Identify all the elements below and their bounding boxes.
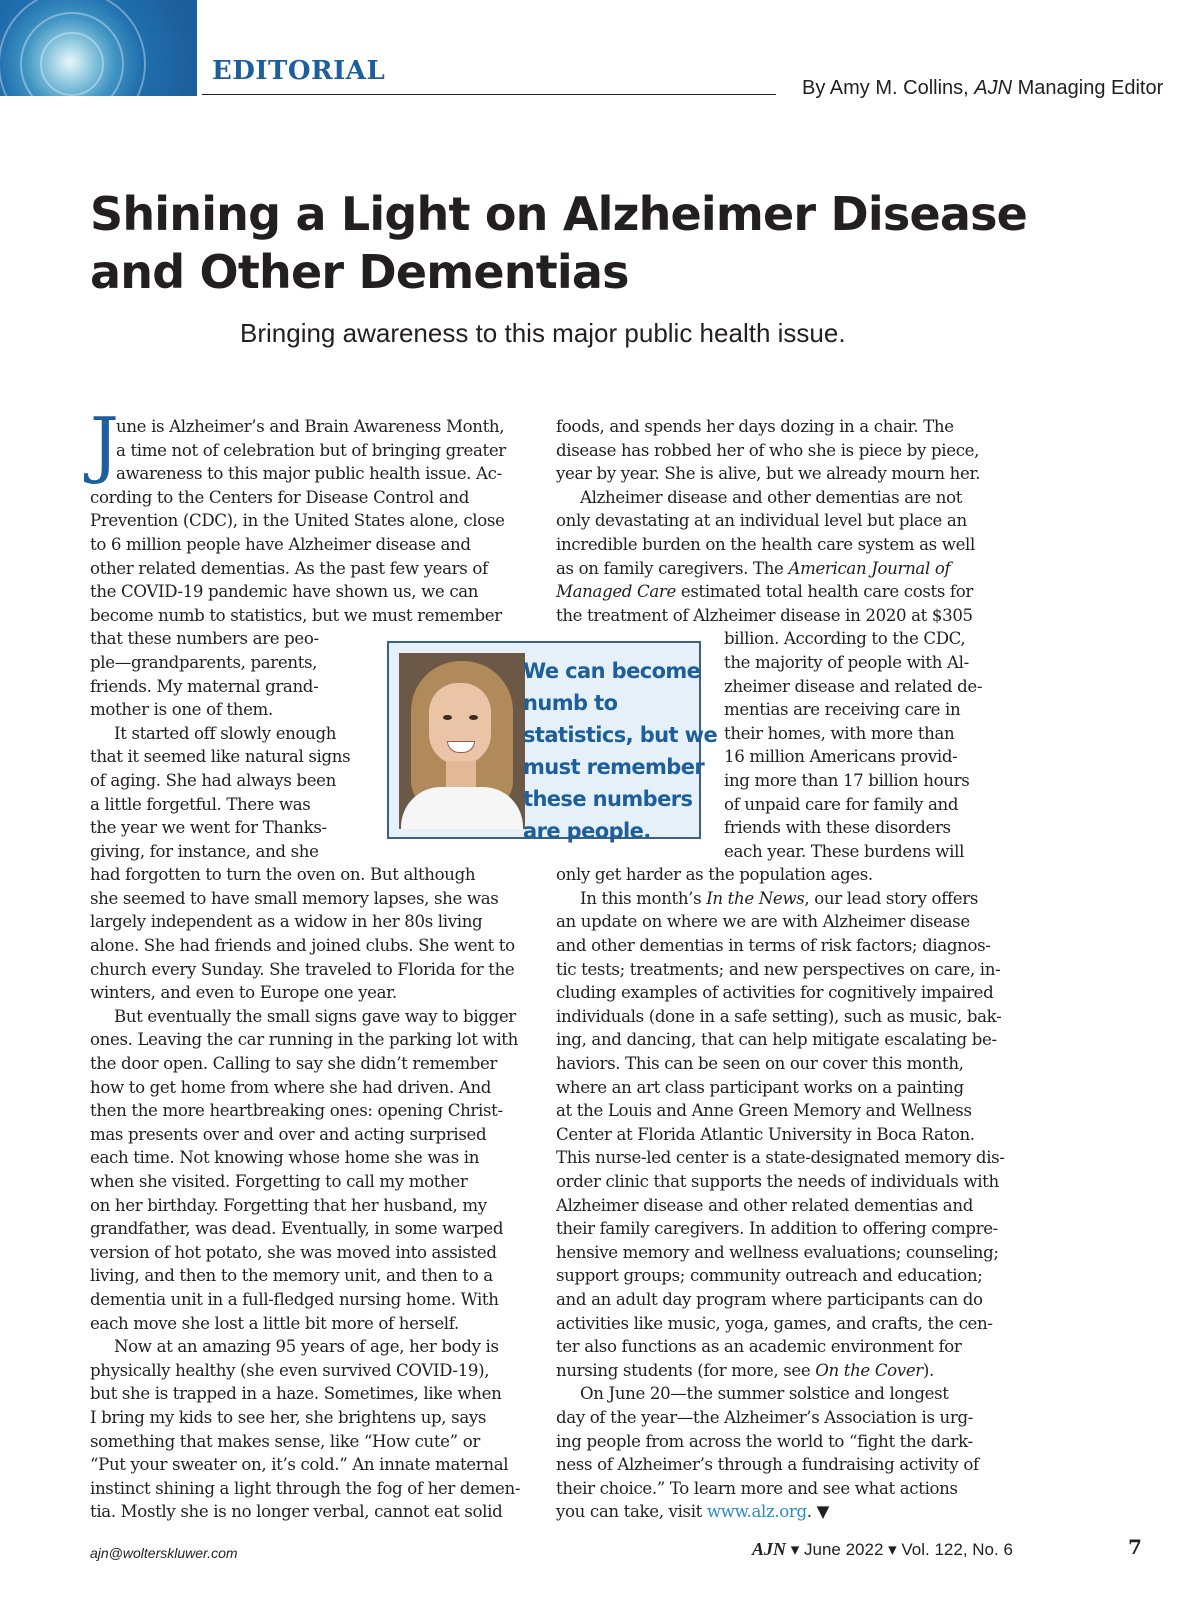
article-subtitle: Bringing awareness to this major public health issue. xyxy=(240,318,846,348)
byline-suffix: Managing Editor xyxy=(1012,77,1164,99)
text-run: become numb to statistics, but we must remember xyxy=(90,605,502,625)
text-run: In the News xyxy=(706,888,805,908)
text-line xyxy=(556,1241,1005,1265)
text-run: their family caregivers. In addition to offering compre- xyxy=(556,1219,998,1239)
pull-quote-line: statistics, but we xyxy=(523,723,718,747)
text-run: . ▼ xyxy=(806,1502,830,1522)
text-line xyxy=(90,1264,520,1288)
text-run: activities like music, yoga, games, and crafts, the cen- xyxy=(556,1313,993,1333)
text-line xyxy=(556,439,1005,463)
text-line xyxy=(556,1005,1005,1029)
text-run: she seemed to have small memory lapses, she was xyxy=(90,888,499,908)
pull-quote-line: numb to xyxy=(523,691,618,715)
title-line: and Other Dementias xyxy=(90,245,629,299)
text-line xyxy=(90,1241,520,1265)
right-column xyxy=(556,415,1005,1524)
text-line xyxy=(556,1500,1005,1524)
text-line xyxy=(556,981,1005,1005)
text-line xyxy=(90,604,520,628)
text-line xyxy=(90,840,520,864)
text-line xyxy=(90,415,520,439)
byline xyxy=(802,77,1163,100)
text-line xyxy=(90,958,520,982)
footer-journal: AJN xyxy=(752,1539,787,1559)
text-run: friends with these disorders xyxy=(724,818,951,838)
text-run: each year. These burdens will xyxy=(724,841,965,861)
text-run: the COVID-19 pandemic have shown us, we can xyxy=(90,582,479,602)
text-run: at the Louis and Anne Green Memory and Wellness xyxy=(556,1101,972,1121)
byline-prefix: By Amy M. Collins, xyxy=(802,77,975,99)
text-run: something that makes sense, like “How cute” or xyxy=(90,1431,480,1451)
text-line xyxy=(556,1312,1005,1336)
text-run: each move she lost a little bit more of herself. xyxy=(90,1313,459,1333)
text-run: disease has robbed her of who she is piece by piece, xyxy=(556,440,980,460)
text-line xyxy=(90,934,520,958)
text-run: It started off slowly enough xyxy=(114,723,337,743)
text-run: then the more heartbreaking ones: opening Christ- xyxy=(90,1101,503,1121)
text-run: day of the year—the Alzheimer’s Association is urg- xyxy=(556,1407,974,1427)
text-line xyxy=(90,1076,520,1100)
text-run: ing more than 17 billion hours xyxy=(724,770,970,790)
text-run: giving, for instance, and she xyxy=(90,841,319,861)
text-line xyxy=(556,533,1005,557)
text-run: when she visited. Forgetting to call my mother xyxy=(90,1172,468,1191)
pull-quote xyxy=(523,655,718,847)
section-label: EDITORIAL xyxy=(212,56,386,86)
text-line xyxy=(556,1146,1005,1170)
text-run: ). xyxy=(922,1360,934,1380)
text-run: the treatment of Alzheimer disease in 2020 at $305 xyxy=(556,605,973,625)
page-number: 7 xyxy=(1128,1535,1142,1559)
text-run: On the Cover xyxy=(815,1360,923,1380)
byline-journal: AJN xyxy=(974,77,1013,99)
text-line xyxy=(556,1076,1005,1100)
pull-quote-line: these numbers xyxy=(523,787,693,811)
text-run: awareness to this major public health issue. Ac- xyxy=(116,464,502,484)
text-run: but she is trapped in a haze. Sometimes, like when xyxy=(90,1384,502,1404)
text-line xyxy=(556,1406,1005,1430)
text-run: ing, and dancing, that can help mitigate escalating be- xyxy=(556,1030,997,1050)
text-line xyxy=(90,1146,520,1170)
text-line xyxy=(90,981,520,1005)
text-line xyxy=(90,1382,520,1406)
text-run: mentias are receiving care in xyxy=(724,700,961,720)
text-line xyxy=(90,509,520,533)
text-run: hensive memory and wellness evaluations; counseling; xyxy=(556,1242,999,1262)
text-run: had forgotten to turn the oven on. But although xyxy=(90,865,476,885)
text-run: their choice.” To learn more and see what actions xyxy=(556,1478,958,1498)
text-line xyxy=(556,580,1005,604)
pull-quote-box xyxy=(387,641,718,843)
text-run: year by year. She is alive, but we already mourn her. xyxy=(556,464,981,484)
text-line xyxy=(90,1005,520,1029)
text-line xyxy=(556,1359,1005,1383)
text-run: dementia unit in a full-fledged nursing home. With xyxy=(90,1289,499,1309)
text-line xyxy=(90,1028,520,1052)
text-run: ple—grandparents, parents, xyxy=(90,652,318,672)
text-line xyxy=(90,1217,520,1241)
author-photo xyxy=(399,653,525,829)
text-run: Alzheimer disease and other related dementias and xyxy=(556,1195,973,1215)
text-line xyxy=(90,1194,520,1218)
text-run: instinct shining a light through the fog of her demen- xyxy=(90,1478,521,1498)
text-line xyxy=(90,486,520,510)
text-line xyxy=(556,462,1005,486)
text-line xyxy=(90,1500,520,1524)
text-run: But eventually the small signs gave way to bigger xyxy=(114,1006,516,1026)
text-run: the year we went for Thanks- xyxy=(90,818,327,838)
text-line xyxy=(556,934,1005,958)
text-run: “Put your sweater on, it’s cold.” An innate maternal xyxy=(90,1455,509,1475)
text-run: living, and then to the memory unit, and then to a xyxy=(90,1266,493,1286)
text-line xyxy=(90,557,520,581)
text-line xyxy=(90,1312,520,1336)
text-run: nursing students (for more, see xyxy=(556,1360,816,1380)
text-run: that these numbers are peo- xyxy=(90,629,319,649)
text-run: cluding examples of activities for cognitively impaired xyxy=(556,983,994,1003)
header-rule xyxy=(202,94,776,95)
text-run: church every Sunday. She traveled to Florida for the xyxy=(90,959,515,979)
title-line: Shining a Light on Alzheimer Disease xyxy=(90,187,1028,241)
text-run: individuals (done in a safe setting), such as music, bak- xyxy=(556,1006,1002,1026)
text-line xyxy=(556,509,1005,533)
text-line xyxy=(556,1170,1005,1194)
text-run: American Journal of xyxy=(788,558,951,578)
text-run: mother is one of them. xyxy=(90,700,273,720)
text-line xyxy=(90,1477,520,1501)
text-line xyxy=(90,1359,520,1383)
text-run: a little forgetful. There was xyxy=(90,794,311,814)
text-run: winters, and even to Europe one year. xyxy=(90,983,397,1003)
text-line xyxy=(90,1335,520,1359)
text-run: On June 20—the summer solstice and longest xyxy=(580,1384,949,1404)
text-line xyxy=(90,863,520,887)
text-run: support groups; community outreach and education; xyxy=(556,1266,983,1286)
text-run: Center at Florida Atlantic University in Boca Raton. xyxy=(556,1124,975,1144)
left-column xyxy=(90,415,520,1524)
pull-quote-line: are people. xyxy=(523,819,651,843)
text-run: an update on where we are with Alzheimer disease xyxy=(556,912,970,932)
pull-quote-line: must remember xyxy=(523,755,705,779)
text-line xyxy=(556,1028,1005,1052)
text-line xyxy=(556,486,1005,510)
text-line xyxy=(90,1052,520,1076)
text-run: friends. My maternal grand- xyxy=(90,676,319,696)
text-line xyxy=(90,1288,520,1312)
text-run: I bring my kids to see her, she brightens up, says xyxy=(90,1407,487,1427)
text-run: of aging. She had always been xyxy=(90,770,336,790)
text-run: mas presents over and over and acting surprised xyxy=(90,1124,487,1144)
text-run: zheimer disease and related de- xyxy=(724,676,983,696)
text-run: how to get home from where she had driven. And xyxy=(90,1077,492,1097)
text-run: tic tests; treatments; and new perspectives on care, in- xyxy=(556,959,1001,979)
text-run: une is Alzheimer’s and Brain Awareness Month, xyxy=(116,417,505,436)
text-line xyxy=(556,1382,1005,1406)
text-line xyxy=(90,533,520,557)
corner-graphic xyxy=(0,0,197,96)
text-run: alone. She had friends and joined clubs. She went to xyxy=(90,936,515,956)
text-run: incredible burden on the health care system as well xyxy=(556,534,975,554)
footer-issue xyxy=(752,1539,1013,1560)
text-run: that it seemed like natural signs xyxy=(90,747,351,767)
text-run: and other dementias in terms of risk factors; diagnos- xyxy=(556,936,991,956)
text-line xyxy=(90,439,520,463)
text-line xyxy=(90,1430,520,1454)
text-line xyxy=(556,1052,1005,1076)
text-run: ter also functions as an academic environment for xyxy=(556,1337,962,1357)
text-run: and an adult day program where participants can do xyxy=(556,1289,983,1309)
text-run: In this month’s xyxy=(580,888,707,908)
text-run: only get harder as the population ages. xyxy=(556,865,873,885)
text-line xyxy=(90,910,520,934)
text-line xyxy=(556,1217,1005,1241)
text-run: foods, and spends her days dozing in a chair. The xyxy=(556,417,954,436)
text-run: to 6 million people have Alzheimer disease and xyxy=(90,534,471,554)
text-run: 16 million Americans provid- xyxy=(724,747,958,767)
text-run: on her birthday. Forgetting that her husband, my xyxy=(90,1195,487,1215)
text-run: each time. Not knowing whose home she was in xyxy=(90,1148,480,1168)
text-run: haviors. This can be seen on our cover this month, xyxy=(556,1054,964,1074)
text-line xyxy=(556,557,1005,581)
text-line xyxy=(556,1099,1005,1123)
text-run: ing people from across the world to “fight the dark- xyxy=(556,1431,973,1451)
website-link[interactable]: www.alz.org xyxy=(706,1502,807,1522)
text-run: , our lead story offers xyxy=(804,888,978,908)
text-line xyxy=(556,1430,1005,1454)
text-run: of unpaid care for family and xyxy=(724,794,959,814)
text-line xyxy=(556,1288,1005,1312)
text-run: cording to the Centers for Disease Control and xyxy=(90,487,469,507)
text-line xyxy=(90,462,520,486)
text-line xyxy=(90,580,520,604)
text-line xyxy=(90,1170,520,1194)
text-line xyxy=(556,887,1005,911)
text-run: you can take, visit xyxy=(556,1502,707,1522)
text-run: Alzheimer disease and other dementias are not xyxy=(580,487,963,507)
text-line xyxy=(556,958,1005,982)
text-run: where an art class participant works on a painting xyxy=(556,1077,964,1097)
text-line xyxy=(556,415,1005,439)
drop-cap: J xyxy=(90,402,119,486)
text-run: physically healthy (she even survived COVID-19), xyxy=(90,1360,490,1380)
text-run: billion. According to the CDC, xyxy=(724,629,966,649)
text-line xyxy=(90,1099,520,1123)
text-line xyxy=(556,910,1005,934)
text-line xyxy=(556,1477,1005,1501)
text-line xyxy=(556,1453,1005,1477)
text-run: estimated total health care costs for xyxy=(675,582,973,602)
text-run: as on family caregivers. The xyxy=(556,558,789,578)
text-run: This nurse-led center is a state-designated memory dis- xyxy=(556,1148,1005,1168)
text-run: only devastating at an individual level but place an xyxy=(556,511,967,531)
footer-issue-info: ▾ June 2022 ▾ Vol. 122, No. 6 xyxy=(786,1540,1013,1559)
text-line xyxy=(556,1335,1005,1359)
text-line xyxy=(556,863,1005,887)
text-run: their homes, with more than xyxy=(724,723,955,743)
text-run: largely independent as a widow in her 80s living xyxy=(90,912,483,932)
text-line xyxy=(556,1123,1005,1147)
text-line xyxy=(556,604,1005,628)
text-run: Prevention (CDC), in the United States alone, close xyxy=(90,511,505,531)
text-run: grandfather, was dead. Eventually, in some warped xyxy=(90,1219,504,1239)
text-line xyxy=(90,1406,520,1430)
text-run: Now at an amazing 95 years of age, her body is xyxy=(114,1337,499,1357)
text-run: tia. Mostly she is no longer verbal, cannot eat solid xyxy=(90,1502,503,1522)
footer-email: ajn@wolterskluwer.com xyxy=(90,1545,238,1561)
text-run: the door open. Calling to say she didn’t remember xyxy=(90,1054,498,1074)
text-line xyxy=(90,1123,520,1147)
text-line xyxy=(556,1194,1005,1218)
pull-quote-line: We can become xyxy=(523,659,701,683)
text-run: ones. Leaving the car running in the parking lot with xyxy=(90,1030,518,1050)
text-run: ness of Alzheimer’s through a fundraising activity of xyxy=(556,1455,979,1475)
article-title xyxy=(90,185,1140,301)
text-run: version of hot potato, she was moved into assisted xyxy=(90,1242,497,1262)
text-line xyxy=(556,1264,1005,1288)
text-run: Managed Care xyxy=(556,582,676,602)
text-line xyxy=(90,1453,520,1477)
text-run: a time not of celebration but of bringing greater xyxy=(116,440,506,460)
text-run: other related dementias. As the past few years of xyxy=(90,558,488,578)
text-run: the majority of people with Al- xyxy=(724,652,969,672)
text-line xyxy=(90,887,520,911)
text-run: order clinic that supports the needs of individuals with xyxy=(556,1172,999,1191)
